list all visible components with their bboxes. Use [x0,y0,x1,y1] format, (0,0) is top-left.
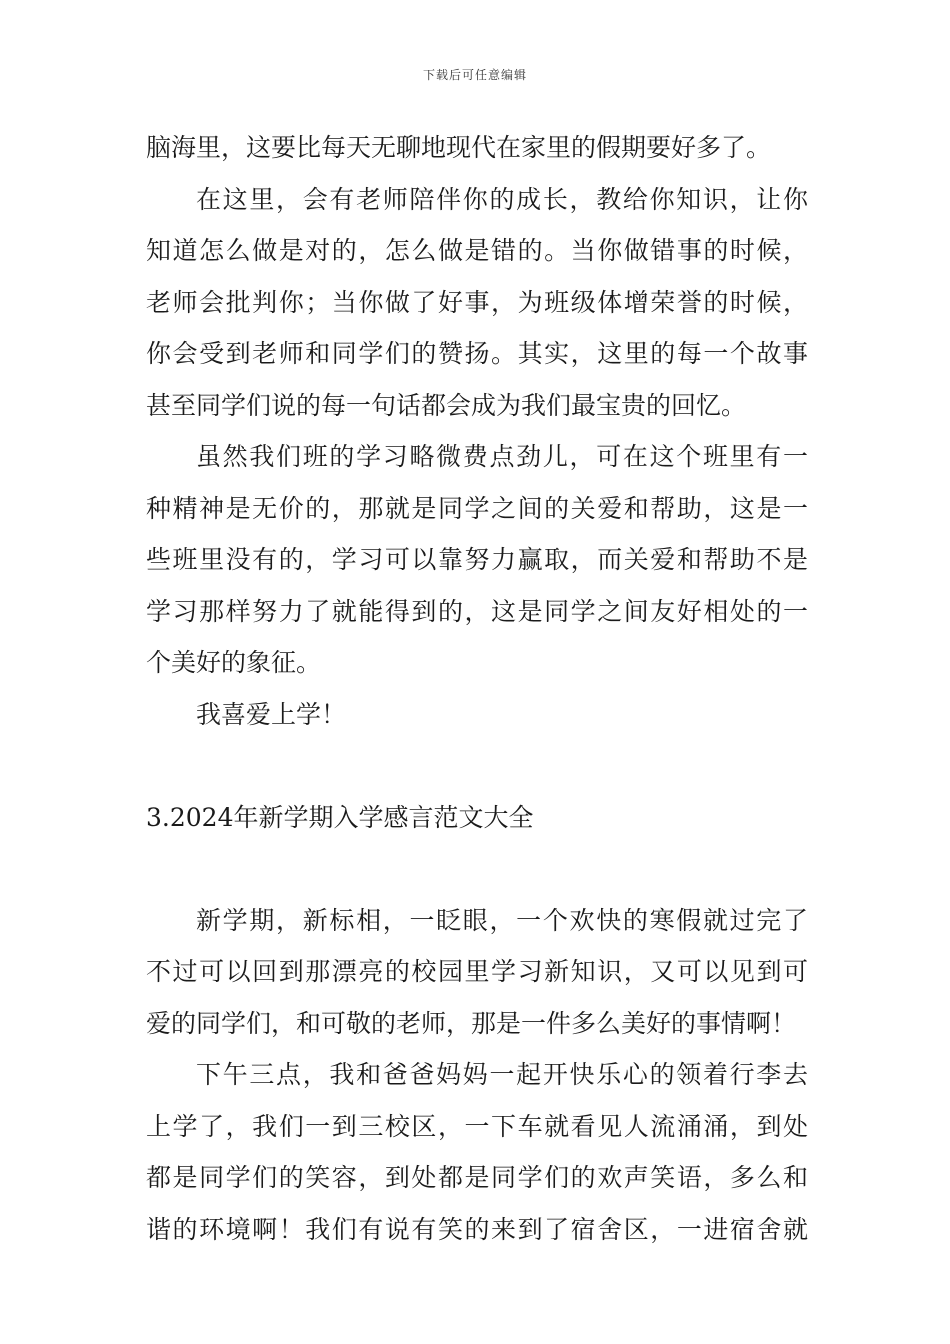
text-line: 甚至同学们说的每一句话都会成为我们最宝贵的回忆。 [146,390,747,420]
text-line: 都是同学们的笑容，到处都是同学们的欢声笑语，多么和 [146,1163,808,1192]
paragraph [146,689,808,741]
text-line: 你会受到老师和同学们的赞扬。其实，这里的每一个故事 [146,339,808,368]
blank-line [146,843,808,895]
paragraph [146,174,808,432]
paragraph [146,431,808,689]
text-line: 不过可以回到那漂亮的校园里学习新知识，又可以见到可 [146,957,808,986]
text-line: 上学了，我们一到三校区，一下车就看见人流涌涌，到处 [146,1111,808,1141]
text-line: 爱的同学们，和可敬的老师，那是一件多么美好的事情啊！ [146,1008,797,1038]
text-line: 下午三点，我和爸爸妈妈一起开快乐心的领着行李去 [196,1060,808,1089]
text-line: 种精神是无价的，那就是同学之间的关爱和帮助，这是一 [146,493,808,523]
page-header: 下载后可任意编辑 [422,68,527,82]
text-line: 老师会批判你；当你做了好事，为班级体增荣誉的时候， [146,287,808,317]
paragraph [146,122,808,174]
text-line: 个美好的象征。 [146,648,322,677]
document-body [146,122,808,1255]
paragraph [146,1049,808,1255]
paragraph [146,895,808,1050]
text-line: 知道怎么做是对的，怎么做是错的。当你做错事的时候， [146,236,808,265]
text-line: 我喜爱上学！ [196,699,347,729]
section-heading: 3.2024年新学期入学感言范文大全 [146,802,534,832]
text-line: 新学期，新标相，一眨眼，一个欢快的寒假就过完了 [196,905,808,935]
text-line: 谐的环境啊！我们有说有笑的来到了宿舍区，一进宿舍就 [146,1214,808,1244]
blank-line [146,740,808,792]
text-line: 脑海里，这要比每天无聊地现代在家里的假期要好多了。 [146,133,772,162]
text-line: 在这里，会有老师陪伴你的成长，教给你知识，让你 [196,184,808,214]
text-line: 学习那样努力了就能得到的，这是同学之间友好相处的一 [146,596,808,626]
text-line: 虽然我们班的学习略微费点劲儿，可在这个班里有一 [196,442,808,471]
text-line: 些班里没有的，学习可以靠努力赢取，而关爱和帮助不是 [146,545,808,574]
